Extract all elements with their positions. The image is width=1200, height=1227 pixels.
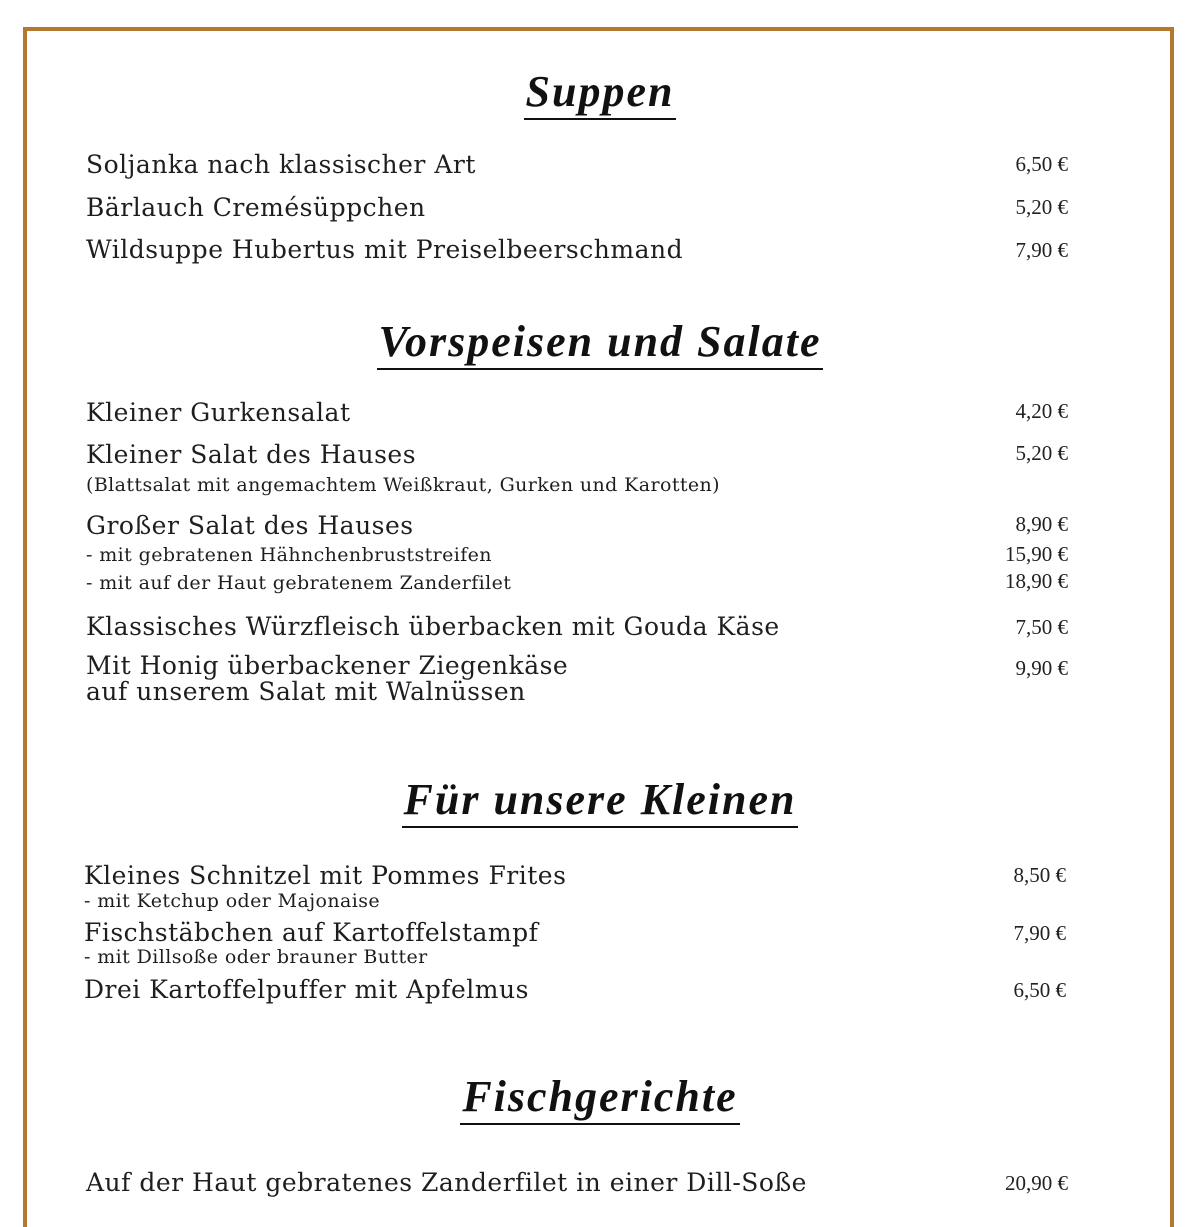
menu-item-note: - mit Ketchup oder Majonaise bbox=[84, 890, 381, 912]
menu-item-option: - mit auf der Haut gebratenem Zanderfilet bbox=[86, 572, 512, 594]
menu-item-option-price: 15,90 € bbox=[1005, 542, 1068, 566]
menu-item-name: Kleiner Gurkensalat bbox=[86, 398, 351, 427]
menu-item-price: 5,20 € bbox=[1015, 195, 1068, 219]
menu-item-name: Auf der Haut gebratenes Zanderfilet in einer Dill-Soße bbox=[86, 1168, 807, 1197]
menu-item-price: 8,50 € bbox=[1013, 863, 1066, 887]
menu-item-price: 20,90 € bbox=[1005, 1171, 1068, 1195]
menu-item-name-line2: auf unserem Salat mit Walnüssen bbox=[86, 677, 526, 706]
section-heading-kinder: Für unsere Kleinen bbox=[0, 778, 1200, 822]
menu-item-name: Mit Honig überbackener Ziegenkäse bbox=[86, 651, 569, 680]
menu-item-price: 6,50 € bbox=[1015, 152, 1068, 176]
menu-item-name: Fischstäbchen auf Kartoffelstampf bbox=[84, 918, 539, 947]
menu-item-price: 8,90 € bbox=[1015, 512, 1068, 536]
menu-item-name: Großer Salat des Hauses bbox=[86, 511, 414, 540]
menu-item-name: Kleiner Salat des Hauses bbox=[86, 440, 417, 469]
menu-item-name: Wildsuppe Hubertus mit Preiselbeerschmand bbox=[86, 235, 684, 264]
menu-item-option: - mit gebratenen Hähnchenbruststreifen bbox=[86, 544, 492, 566]
menu-item-name: Drei Kartoffelpuffer mit Apfelmus bbox=[84, 975, 529, 1004]
menu-item-option-price: 18,90 € bbox=[1005, 569, 1068, 593]
menu-item-price: 7,50 € bbox=[1015, 615, 1068, 639]
section-heading-suppen: Suppen bbox=[0, 70, 1200, 114]
menu-item-name: Soljanka nach klassischer Art bbox=[86, 150, 476, 179]
menu-item-price: 7,90 € bbox=[1013, 921, 1066, 945]
section-heading-fisch: Fischgerichte bbox=[0, 1075, 1200, 1119]
menu-item-price: 9,90 € bbox=[1015, 656, 1068, 680]
menu-item-note: (Blattsalat mit angemachtem Weißkraut, Gurken und Karotten) bbox=[86, 474, 720, 496]
menu-item-price: 5,20 € bbox=[1015, 441, 1068, 465]
menu-item-price: 6,50 € bbox=[1013, 978, 1066, 1002]
menu-item-note: - mit Dillsoße oder brauner Butter bbox=[84, 946, 428, 968]
section-heading-vorspeisen: Vorspeisen und Salate bbox=[0, 320, 1200, 364]
menu-item-name: Kleines Schnitzel mit Pommes Frites bbox=[84, 861, 567, 890]
menu-item-name: Bärlauch Cremésüppchen bbox=[86, 193, 426, 222]
menu-item-name: Klassisches Würzfleisch überbacken mit Gouda Käse bbox=[86, 612, 780, 641]
menu-item-price: 7,90 € bbox=[1015, 238, 1068, 262]
menu-item-price: 4,20 € bbox=[1015, 399, 1068, 423]
